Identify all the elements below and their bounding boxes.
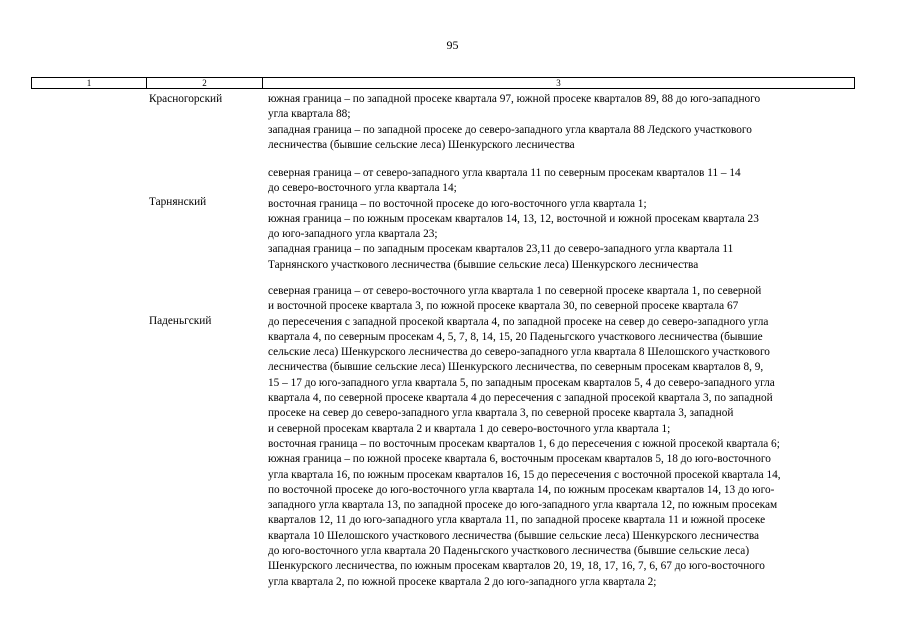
text-line: и северной просекам квартала 2 и квартала 1 до северо-восточного угла квартала 1;	[268, 422, 671, 435]
text-line: квартала 10 Шелошского участкового лесничества (бывшие сельские леса) Шенкурского лесничества	[268, 529, 760, 542]
text-line: южная граница – по южной просеке квартала 6, восточным просекам кварталов 5, 18 до юго-восточного	[268, 453, 771, 466]
text-line: до юго-восточного угла квартала 20 Паденьгского участкового лесничества (бывшие сельские леса)	[268, 545, 750, 558]
text-line: угла квартала 88;	[268, 108, 351, 121]
column-header-1: 1	[32, 78, 147, 88]
section-boundary-text-padengsky	[268, 284, 868, 590]
text-line: западного угла квартала 13, по западной просеке до юго-западного угла квартала 12, по южным просекам	[268, 499, 778, 512]
text-line: Тарнянского участкового лесничества (бывшие сельские леса) Шенкурского лесничества	[268, 258, 699, 271]
section-name-krasnogorsky: Красногорский	[149, 93, 223, 105]
text-line: квартала 4, по северной просеке квартала 4 до пересечения с западной просекой квартала 3, по западной	[268, 392, 773, 405]
text-line: Шенкурского лесничества, по южным просекам кварталов 20, 19, 18, 17, 16, 7, 6, 67 до юго-восточного	[268, 560, 765, 573]
text-line: сельские леса) Шенкурского лесничества до северо-западного угла квартала 8 Шелошского участкового	[268, 346, 770, 359]
column-header-3: 3	[556, 78, 561, 88]
section-name-tarnyansky: Тарнянский	[149, 196, 207, 208]
text-line: лесничества (бывшие сельские леса) Шенкурского лесничества	[268, 138, 575, 151]
table-header-row	[31, 77, 855, 89]
text-line: восточная граница – по восточной просеке до юго-восточного угла квартала 1;	[268, 197, 647, 210]
text-line: до юго-западного угла квартала 23;	[268, 228, 438, 241]
section-name-padengsky: Паденьгский	[149, 315, 212, 327]
text-line: квартала 4, по северным просекам 4, 5, 7, 8, 14, 15, 20 Паденьгского участкового лесничества (бывшие	[268, 330, 763, 343]
text-line: просеке на север до северо-западного угла квартала 3, по северной просеке квартала 3, западной	[268, 407, 734, 420]
column-header-2: 2	[147, 78, 263, 88]
text-line: и восточной просеке квартала 3, по южной просеке квартала 30, по северной просеке квартала 67	[268, 300, 739, 313]
text-line: западная граница – по западным просекам кварталов 23,11 до северо-западного угла квартала 11	[268, 243, 734, 256]
text-line: угла квартала 2, по южной просеке квартала 2 до юго-западного угла квартала 2;	[268, 575, 657, 588]
text-line: лесничества (бывшие сельские леса) Шенкурского лесничества, по северным просекам кварталов 8, 9,	[268, 361, 764, 374]
text-line: до северо-восточного угла квартала 14;	[268, 182, 457, 195]
text-line: до пересечения с западной просекой квартала 4, по западной просеке на север до северо-западного угла	[268, 315, 769, 328]
text-line: северная граница – от северо-восточного угла квартала 1 по северной просеке квартала 1, по северной	[268, 285, 762, 297]
text-line: южная граница – по западной просеке квартала 97, южной просеке кварталов 89, 88 до юго-западного	[268, 93, 761, 105]
section-boundary-text-krasnogorsky	[268, 92, 868, 153]
text-line: 15 – 17 до юго-западного угла квартала 5, по западным просекам кварталов 5, 4 до северо-западного угла	[268, 376, 775, 389]
text-line: кварталов 12, 11 до юго-западного угла квартала 11, по западной просеке квартала 11 и южной просеке	[268, 514, 766, 527]
text-line: угла квартала 16, по южным просекам кварталов 16, 15 до пересечения с восточной просекой квартала 14,	[268, 468, 781, 481]
text-line: северная граница – от северо-западного угла квартала 11 по северным просекам кварталов 11 – 14	[268, 167, 741, 179]
text-line: южная граница – по южным просекам кварталов 14, 13, 12, восточной и южной просекам квартала 23	[268, 212, 759, 225]
text-line: западная граница – по западной просеке до северо-западного угла квартала 88 Ледского участкового	[268, 123, 752, 136]
text-line: по восточной просеке до юго-восточного угла квартала 14, по южным просекам кварталов 14, 13 до юго-	[268, 483, 775, 496]
text-line: восточная граница – по восточным просекам кварталов 1, 6 до пересечения с южной просекой квартала 6;	[268, 437, 780, 450]
page-number: 95	[446, 38, 459, 52]
section-boundary-text-tarnyansky	[268, 166, 868, 273]
